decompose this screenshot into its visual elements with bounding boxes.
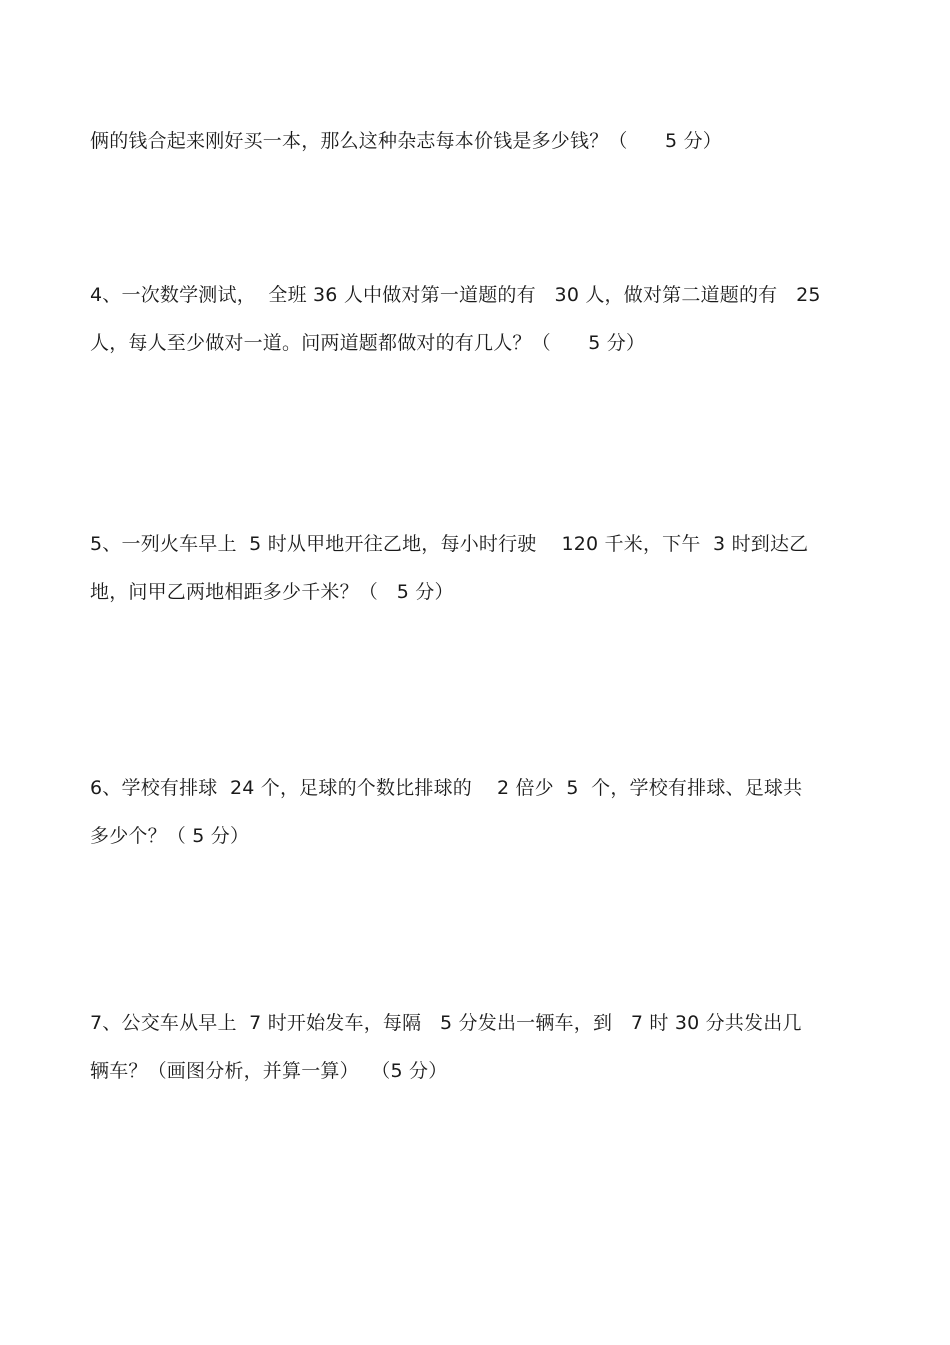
question-7-line-1: 7、公交车从早上 7 时开始发车，每隔 5 分发出一辆车，到 7 时 30 分共发出几	[90, 1012, 802, 1034]
question-7-line-2: 辆车？（画图分析，并算一算） （5 分）	[90, 1060, 448, 1082]
question-5-line-1: 5、一列火车早上 5 时从甲地开往乙地，每小时行驶 120 千米，下午 3 时到达乙	[90, 533, 809, 555]
question-3-continuation: 俩的钱合起来刚好买一本，那么这种杂志每本价钱是多少钱？（ 5 分）	[90, 130, 722, 152]
question-5-line-2: 地，问甲乙两地相距多少千米？（ 5 分）	[90, 581, 454, 603]
question-6-line-2: 多少个？（ 5 分）	[90, 825, 250, 847]
question-4-line-1: 4、一次数学测试， 全班 36 人中做对第一道题的有 30 人，做对第二道题的有 25	[90, 284, 821, 306]
question-6-line-1: 6、学校有排球 24 个，足球的个数比排球的 2 倍少 5 个，学校有排球、足球共	[90, 777, 803, 799]
question-4-line-2: 人，每人至少做对一道。问两道题都做对的有几人？（ 5 分）	[90, 332, 646, 354]
